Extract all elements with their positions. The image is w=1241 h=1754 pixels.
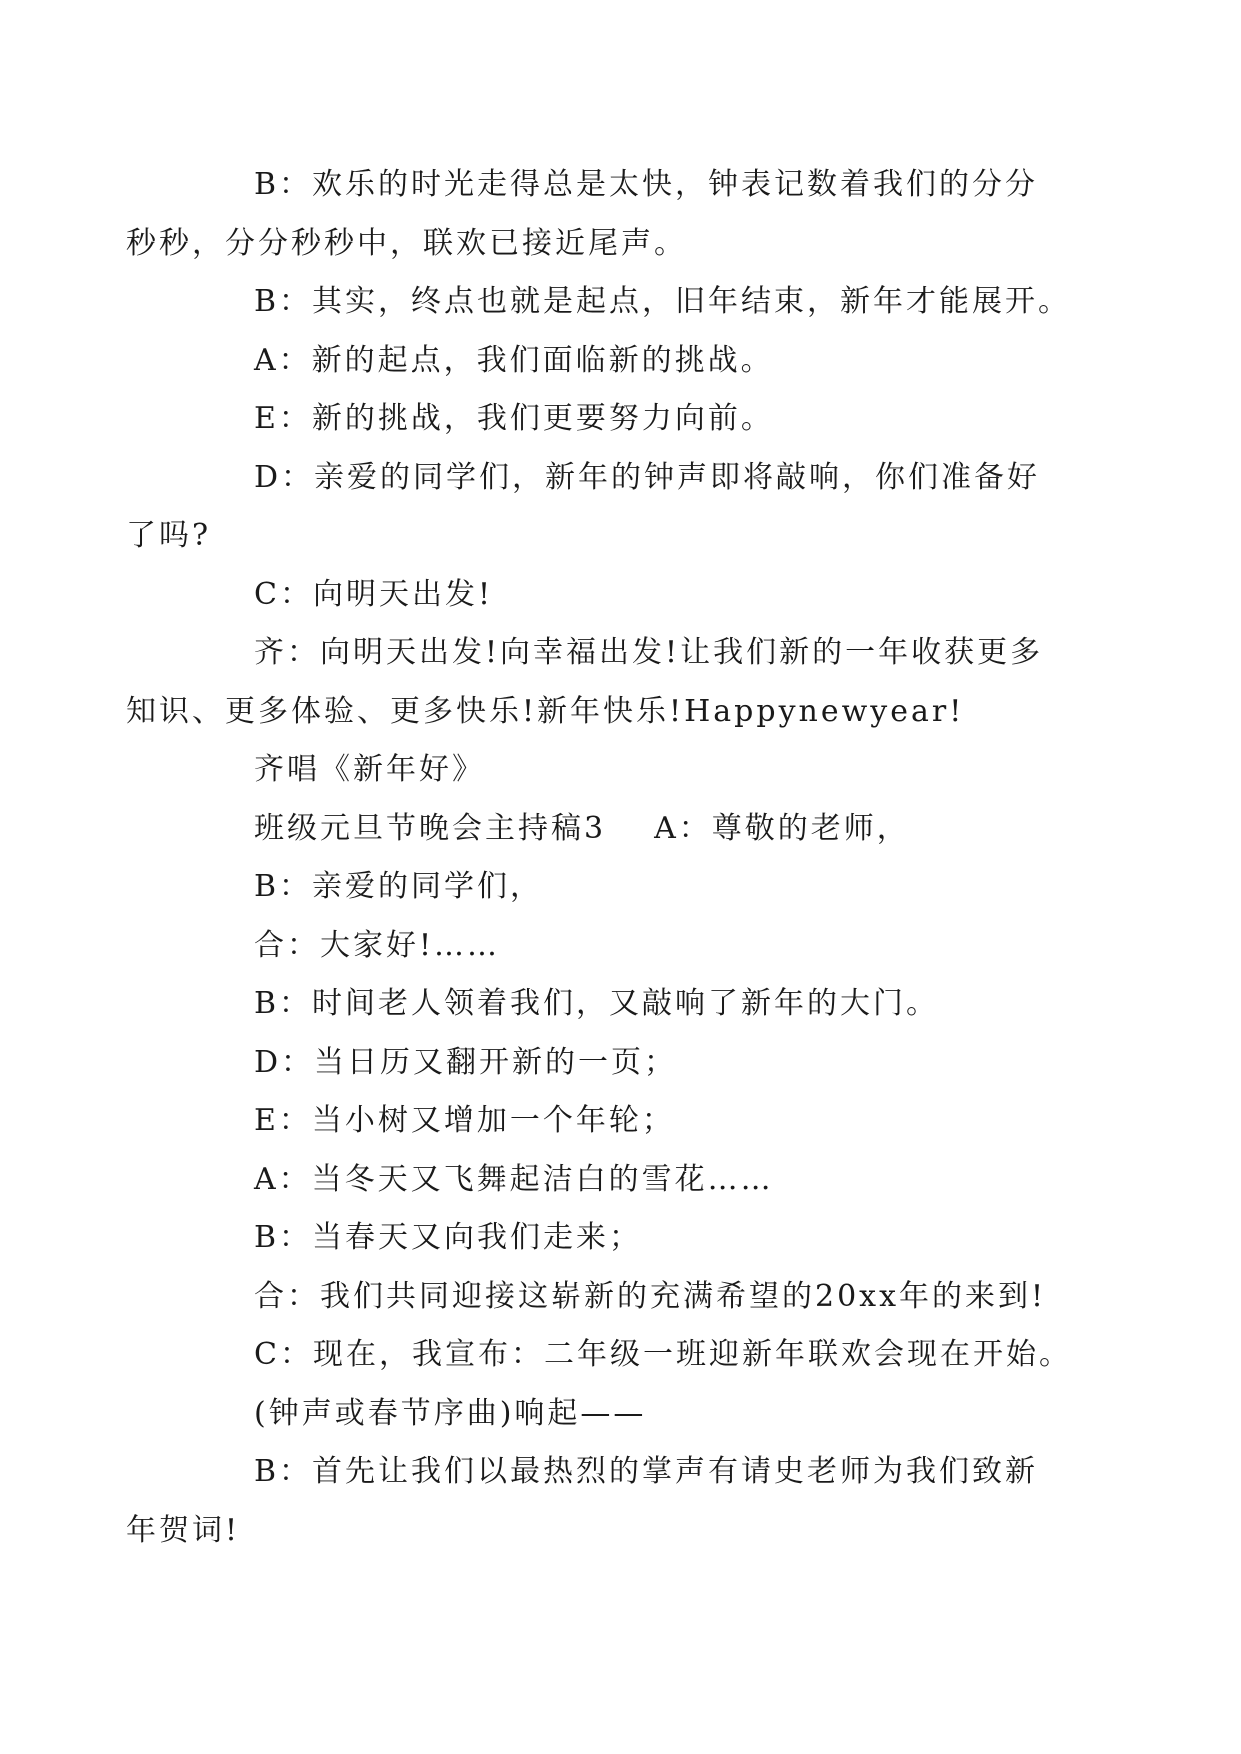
paragraph [190,332,1070,391]
line: 秒秒，分分秒秒中，联欢已接近尾声。 [126,225,687,261]
line: 齐唱《新年好》 [254,752,485,787]
line: A：新的起点，我们面临新的挑战。 [254,342,774,378]
paragraph [190,1034,1070,1093]
paragraph [190,858,1070,917]
paragraph [126,156,1070,273]
paragraph [190,975,1070,1034]
paragraph [126,449,1070,566]
line: 合：我们共同迎接这崭新的充满希望的20xx年的来到! [254,1278,1047,1314]
paragraph [126,1443,1070,1560]
paragraph [190,1385,1070,1444]
line: B：首先让我们以最热烈的掌声有请史老师为我们致新 [254,1454,1039,1489]
document-body [126,156,1072,1560]
line: (钟声或春节序曲)响起—— [254,1395,647,1431]
line: A：尊敬的老师， [654,810,910,846]
paragraph [190,917,1070,976]
line: 合：大家好!…… [254,927,501,963]
line: D：当日历又翻开新的一页； [254,1044,678,1080]
line: E：新的挑战，我们更要努力向前。 [254,401,774,436]
line: D：亲爱的同学们，新年的钟声即将敲响，你们准备好 [254,459,1041,495]
line: C：向明天出发! [254,576,494,612]
line: B：亲爱的同学们， [254,869,544,904]
paragraph [190,1326,1070,1385]
line: 年贺词! [126,1512,241,1548]
line: 齐：向明天出发!向幸福出发!让我们新的一年收获更多 [254,635,1044,670]
line: E：当小树又增加一个年轮； [254,1103,675,1138]
line: A：当冬天又飞舞起洁白的雪花…… [254,1161,774,1197]
paragraph [190,741,1070,800]
line: B：欢乐的时光走得总是太快，钟表记数着我们的分分 [254,167,1039,202]
line: 了吗? [126,518,212,553]
line: 知识、更多体验、更多快乐!新年快乐!Happynewyear! [126,693,965,729]
section-heading-line [190,800,1070,859]
paragraph [190,1268,1070,1327]
paragraph [190,273,1070,332]
line: B：时间老人领着我们，又敲响了新年的大门。 [254,986,940,1021]
section-title: 班级元旦节晚会主持稿3 [254,810,607,846]
paragraph [190,1151,1070,1210]
line: C：现在，我宣布：二年级一班迎新年联欢会现在开始。 [254,1337,1072,1372]
paragraph [190,390,1070,449]
paragraph [190,1092,1070,1151]
paragraph [190,1209,1070,1268]
paragraph [126,624,1070,741]
line: B：其实，终点也就是起点，旧年结束，新年才能展开。 [254,284,1072,319]
paragraph [190,566,1070,625]
line: B：当春天又向我们走来； [254,1220,643,1255]
